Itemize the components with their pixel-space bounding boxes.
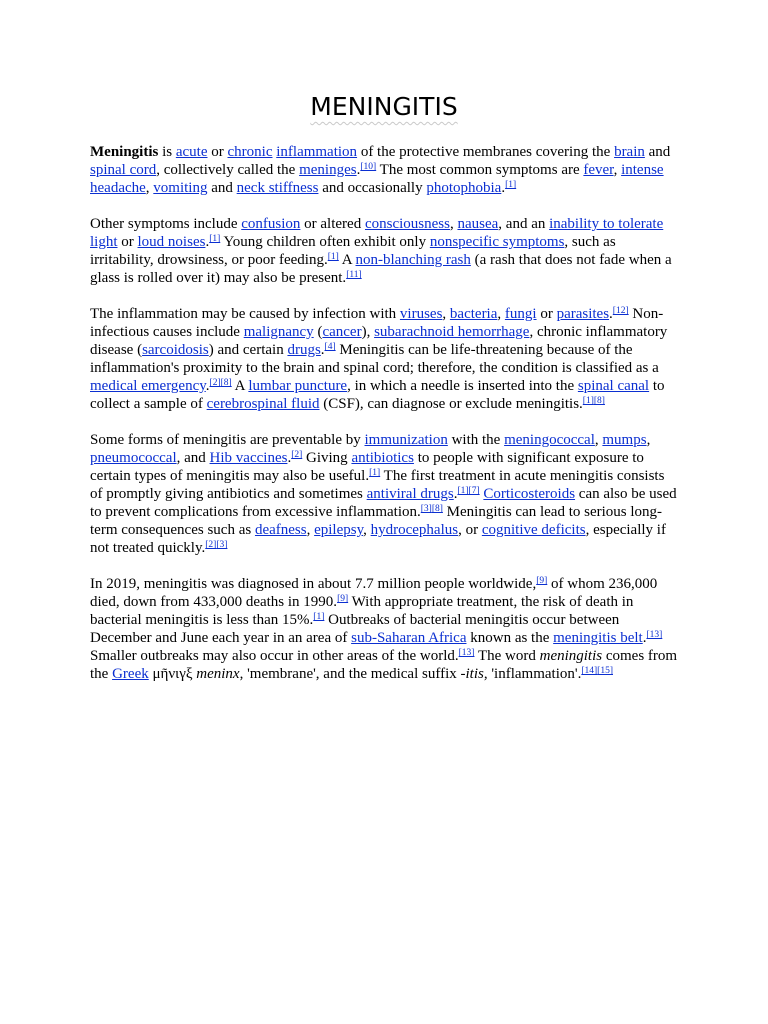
citation-3[interactable]: [3] bbox=[420, 503, 432, 514]
text-run: . bbox=[287, 450, 292, 466]
link-antiviral-drugs[interactable]: antiviral drugs bbox=[366, 486, 454, 502]
text-run: ( bbox=[313, 324, 323, 340]
citation-1[interactable]: [1] bbox=[582, 395, 594, 406]
text-run: to people with significant exposure to certain types of meningitis may also be useful. bbox=[90, 450, 644, 484]
text-run: , especially if not treated quickly. bbox=[90, 522, 666, 556]
text-run: The word bbox=[474, 648, 540, 664]
text-run: and occasionally bbox=[318, 180, 427, 196]
text-run: , 'membrane', and the medical suffix bbox=[239, 666, 461, 682]
text-run: μῆνιγξ bbox=[148, 666, 197, 682]
citation-3[interactable]: [3] bbox=[216, 539, 228, 550]
text-run: Outbreaks of bacterial meningitis occur between December and June each year in an area of bbox=[90, 612, 620, 646]
link-hib-vaccines[interactable]: Hib vaccines bbox=[209, 450, 288, 466]
link-intense-headache[interactable]: intense headache bbox=[90, 162, 664, 196]
link-fungi[interactable]: fungi bbox=[504, 306, 537, 322]
text-run: , bbox=[363, 522, 371, 538]
text-run: In 2019, meningitis was diagnosed in about 7.7 million people worldwide, bbox=[90, 576, 537, 592]
link-mumps[interactable]: mumps bbox=[602, 432, 647, 448]
italic-term-meninx: meninx bbox=[196, 666, 240, 682]
link-subarachnoid-hemorrhage[interactable]: subarachnoid hemorrhage bbox=[374, 324, 530, 340]
citation-8[interactable]: [8] bbox=[431, 503, 443, 514]
citation-1[interactable]: [1] bbox=[327, 251, 339, 262]
text-run: and bbox=[207, 180, 237, 196]
citation-1[interactable]: [1] bbox=[505, 179, 517, 190]
term-meningitis: Meningitis bbox=[90, 144, 159, 160]
link-sarcoidosis[interactable]: sarcoidosis bbox=[142, 342, 209, 358]
link-sub-saharan-africa[interactable]: sub-Saharan Africa bbox=[351, 630, 467, 646]
text-run: Some forms of meningitis are preventable by bbox=[90, 432, 365, 448]
text-run: , in which a needle is inserted into the bbox=[347, 378, 578, 394]
text-run: . bbox=[356, 162, 361, 178]
link-vomiting[interactable]: vomiting bbox=[153, 180, 208, 196]
text-run: , bbox=[442, 306, 450, 322]
text-run: . bbox=[205, 378, 210, 394]
paragraph-3 bbox=[90, 305, 680, 413]
text-run: known as the bbox=[466, 630, 554, 646]
text-run: or bbox=[117, 234, 138, 250]
citation-1[interactable]: [1] bbox=[369, 467, 381, 478]
text-run: to collect a sample of bbox=[90, 378, 665, 412]
text-run: can also be used to prevent complications from excessive inflammation. bbox=[90, 486, 677, 520]
link-chronic[interactable]: chronic bbox=[227, 144, 273, 160]
link-spinal-cord[interactable]: spinal cord bbox=[90, 162, 157, 178]
text-run: ), bbox=[361, 324, 375, 340]
link-meningococcal[interactable]: meningococcal bbox=[504, 432, 595, 448]
link-cerebrospinal-fluid[interactable]: cerebrospinal fluid bbox=[206, 396, 320, 412]
text-run: Non-infectious causes include bbox=[90, 306, 664, 340]
text-run: , or bbox=[458, 522, 482, 538]
page-title: MENINGITIS bbox=[310, 92, 458, 121]
text-run: , bbox=[145, 180, 154, 196]
text-run: with the bbox=[447, 432, 505, 448]
text-run: A bbox=[338, 252, 356, 268]
link-neck-stiffness[interactable]: neck stiffness bbox=[236, 180, 319, 196]
text-run: The first treatment in acute meningitis consists of promptly giving antibiotics and sometimes bbox=[90, 468, 665, 502]
text-run: Meningitis can lead to serious long-term consequences such as bbox=[90, 504, 663, 538]
text-run: (a rash that does not fade when a glass is rolled over it) may also be present. bbox=[90, 252, 672, 286]
text-run: ) and certain bbox=[208, 342, 288, 358]
link-pneumococcal[interactable]: pneumococcal bbox=[90, 450, 177, 466]
text-run: . bbox=[501, 180, 506, 196]
citation-14[interactable]: [14] bbox=[581, 665, 598, 676]
italic-term-meningitis: meningitis bbox=[539, 648, 603, 664]
link-viruses[interactable]: viruses bbox=[399, 306, 443, 322]
text-run: or bbox=[207, 144, 228, 160]
text-run: , bbox=[497, 306, 505, 322]
citation-1[interactable]: [1] bbox=[457, 485, 469, 496]
link-hydrocephalus[interactable]: hydrocephalus bbox=[370, 522, 459, 538]
text-run: , collectively called the bbox=[156, 162, 300, 178]
text-run: The most common symptoms are bbox=[376, 162, 584, 178]
link-confusion[interactable]: confusion bbox=[241, 216, 301, 232]
link-lumbar-puncture[interactable]: lumbar puncture bbox=[248, 378, 348, 394]
text-run: With appropriate treatment, the risk of death in bacterial meningitis is less than 15%. bbox=[90, 594, 634, 628]
link-fever[interactable]: fever bbox=[583, 162, 614, 178]
link-nonspecific-symptoms[interactable]: nonspecific symptoms bbox=[429, 234, 565, 250]
citation-9[interactable]: [9] bbox=[337, 593, 349, 604]
citation-10[interactable]: [10] bbox=[360, 161, 377, 172]
paragraph-2 bbox=[90, 215, 680, 287]
text-run: Giving bbox=[302, 450, 352, 466]
text-run: , and bbox=[176, 450, 210, 466]
link-inability-to-tolerate-light[interactable]: inability to tolerate light bbox=[90, 216, 664, 250]
citation-13[interactable]: [13] bbox=[458, 647, 475, 658]
citation-12[interactable]: [12] bbox=[612, 305, 629, 316]
citation-15[interactable]: [15] bbox=[597, 665, 613, 676]
text-run: , and an bbox=[498, 216, 550, 232]
paragraph-1 bbox=[90, 143, 680, 197]
citation-2[interactable]: [2] bbox=[205, 539, 217, 550]
text-run: comes from the bbox=[90, 648, 678, 682]
link-bacteria[interactable]: bacteria bbox=[449, 306, 498, 322]
text-run: (CSF), can diagnose or exclude meningitis. bbox=[319, 396, 583, 412]
text-run: Meningitis can be life-threatening because of the inflammation's proximity to the brain and spinal cord; therefore, the condition is classified as a bbox=[90, 342, 659, 376]
citation-7[interactable]: [7] bbox=[468, 485, 480, 496]
citation-11[interactable]: [11] bbox=[346, 269, 362, 280]
link-meningitis-belt[interactable]: meningitis belt bbox=[553, 630, 643, 646]
link-loud-noises[interactable]: loud noises bbox=[137, 234, 206, 250]
text-run: or bbox=[536, 306, 557, 322]
citation-2[interactable]: [2] bbox=[291, 449, 303, 460]
text-run: , bbox=[449, 216, 458, 232]
link-meninges[interactable]: meninges bbox=[299, 162, 357, 178]
citation-8[interactable]: [8] bbox=[593, 395, 605, 406]
document-page bbox=[90, 0, 678, 1024]
citation-8[interactable]: [8] bbox=[220, 377, 232, 388]
link-antibiotics[interactable]: antibiotics bbox=[351, 450, 414, 466]
link-cognitive-deficits[interactable]: cognitive deficits bbox=[481, 522, 586, 538]
text-run: is bbox=[158, 144, 176, 160]
citation-13[interactable]: [13] bbox=[646, 629, 663, 640]
text-run: . bbox=[453, 486, 458, 502]
link-parasites[interactable]: parasites bbox=[556, 306, 610, 322]
link-epilepsy[interactable]: epilepsy bbox=[314, 522, 364, 538]
article-body bbox=[90, 143, 680, 701]
citation-1[interactable]: [1] bbox=[313, 611, 325, 622]
text-run: The inflammation may be caused by infection with bbox=[90, 306, 400, 322]
text-run: , chronic inflammatory disease ( bbox=[90, 324, 668, 358]
link-brain[interactable]: brain bbox=[614, 144, 645, 160]
text-run: . bbox=[642, 630, 647, 646]
link-greek[interactable]: Greek bbox=[112, 666, 149, 682]
paragraph-4 bbox=[90, 431, 680, 557]
citation-1[interactable]: [1] bbox=[209, 233, 221, 244]
text-run: , bbox=[613, 162, 622, 178]
text-run: Smaller outbreaks may also occur in other areas of the world. bbox=[90, 648, 459, 664]
link-cancer[interactable]: cancer bbox=[322, 324, 362, 340]
text-run: , bbox=[594, 432, 603, 448]
text-run: , bbox=[646, 432, 651, 448]
link-corticosteroids[interactable]: Corticosteroids bbox=[483, 486, 576, 502]
link-spinal-canal[interactable]: spinal canal bbox=[577, 378, 650, 394]
citation-4[interactable]: [4] bbox=[324, 341, 336, 352]
text-run: Young children often exhibit only bbox=[220, 234, 430, 250]
text-run: . bbox=[609, 306, 613, 322]
text-run: A bbox=[231, 378, 249, 394]
paragraph-5 bbox=[90, 575, 680, 683]
link-consciousness[interactable]: consciousness bbox=[364, 216, 450, 232]
text-run: Other symptoms include bbox=[90, 216, 242, 232]
link-medical-emergency[interactable]: medical emergency bbox=[90, 378, 206, 394]
link-nausea[interactable]: nausea bbox=[457, 216, 499, 232]
citation-2[interactable]: [2] bbox=[209, 377, 221, 388]
link-drugs[interactable]: drugs bbox=[287, 342, 321, 358]
text-run: and bbox=[644, 144, 671, 160]
citation-9[interactable]: [9] bbox=[536, 575, 548, 586]
link-non-blanching-rash[interactable]: non-blanching rash bbox=[355, 252, 471, 268]
text-run: . bbox=[205, 234, 210, 250]
text-run: , 'inflammation'. bbox=[483, 666, 582, 682]
link-inflammation[interactable]: inflammation bbox=[276, 144, 358, 160]
text-run: or altered bbox=[300, 216, 365, 232]
link-photophobia[interactable]: photophobia bbox=[426, 180, 502, 196]
text-run: , bbox=[306, 522, 315, 538]
text-run: of the protective membranes covering the bbox=[357, 144, 615, 160]
link-immunization[interactable]: immunization bbox=[364, 432, 448, 448]
text-run: of whom 236,000 died, down from 433,000 deaths in 1990. bbox=[90, 576, 658, 610]
link-deafness[interactable]: deafness bbox=[254, 522, 307, 538]
text-run: . bbox=[320, 342, 325, 358]
italic-term-itis: -itis bbox=[460, 666, 484, 682]
text-run: , such as irritability, drowsiness, or poor feeding. bbox=[90, 234, 616, 268]
link-acute[interactable]: acute bbox=[175, 144, 208, 160]
link-malignancy[interactable]: malignancy bbox=[243, 324, 314, 340]
